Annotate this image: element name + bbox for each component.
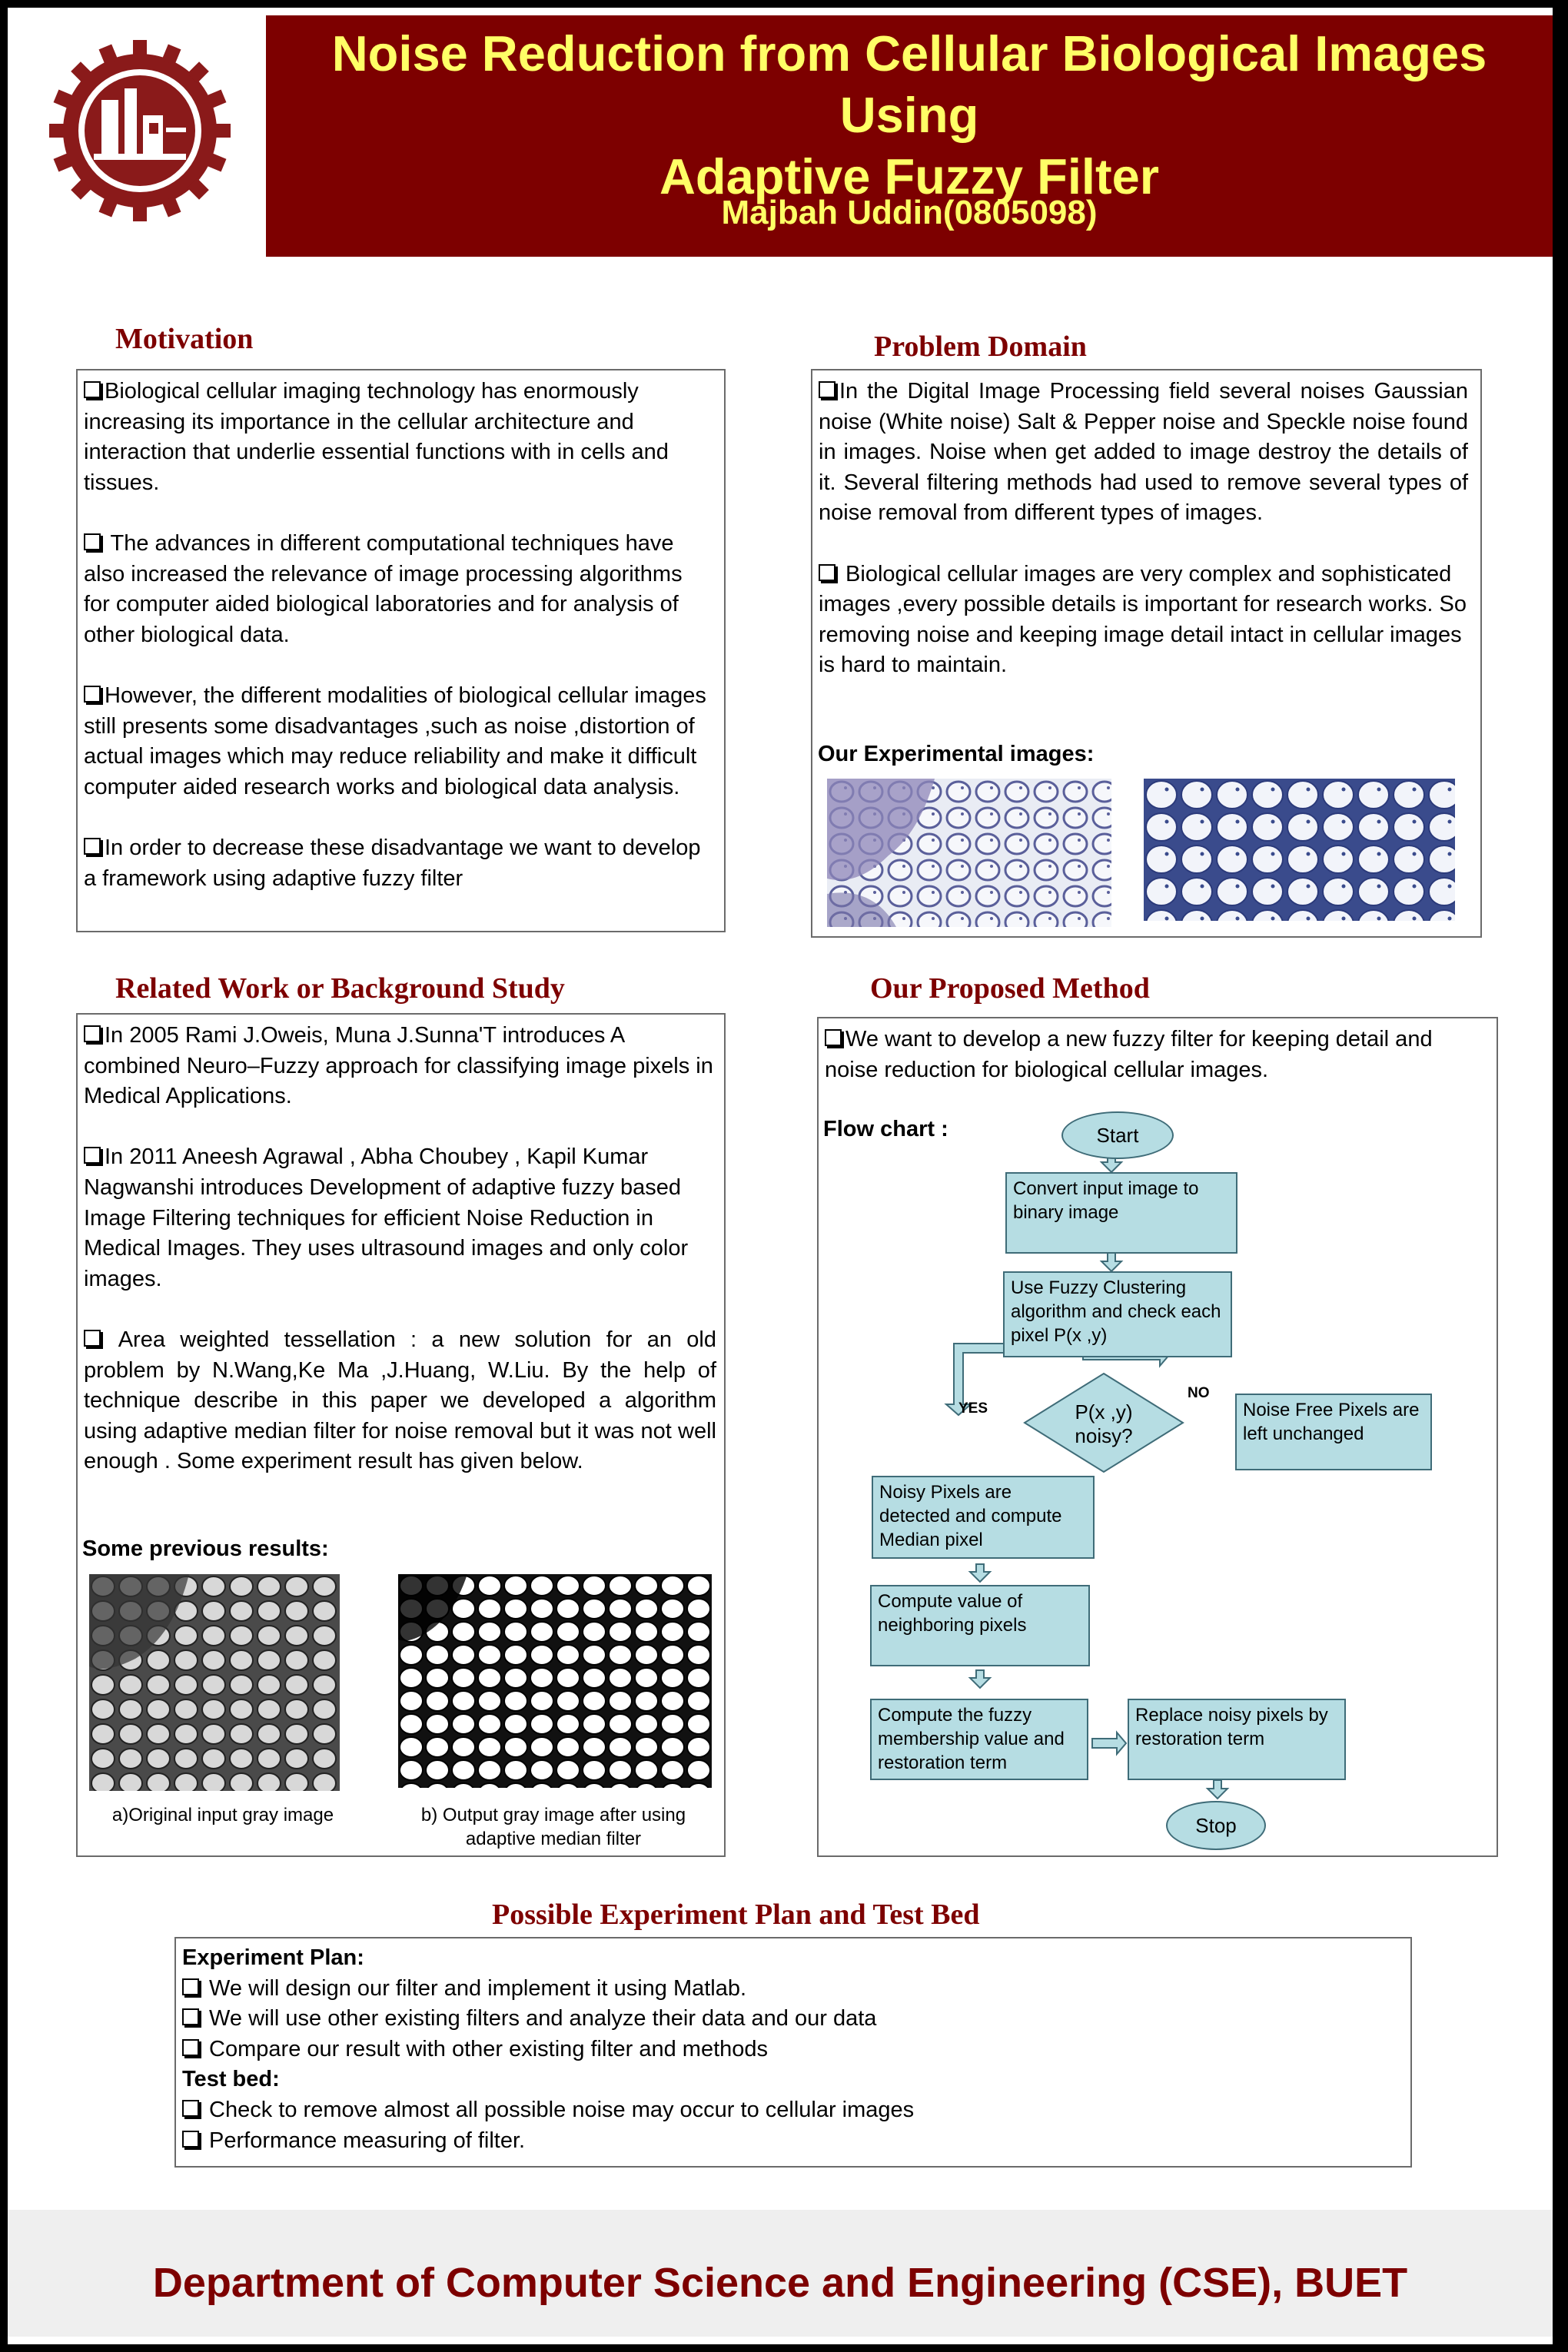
flow-chart-label: Flow chart : — [823, 1117, 948, 1141]
checkbox-bullet-icon — [182, 2039, 199, 2056]
motivation-box — [76, 369, 726, 932]
caption-output: b) Output gray image after using adaptive median filter — [420, 1805, 686, 1849]
plan-heading: Possible Experiment Plan and Test Bed — [492, 1899, 980, 1931]
plan-title: Experiment Plan: — [182, 1945, 364, 1970]
checkbox-bullet-icon — [182, 1978, 199, 1995]
proposed-heading: Our Proposed Method — [870, 972, 1150, 1005]
poster-title — [266, 23, 1553, 208]
plan-item: Compare our result with other existing filter and methods — [182, 2035, 1404, 2065]
testbed-title: Test bed: — [182, 2067, 280, 2092]
testbed-item: Check to remove almost all possible noise may occur to cellular images — [182, 2095, 1404, 2126]
problem-paragraph: Biological cellular images are very complex and sophisticated images ,every possible details is important for research works. So removing noise and keeping image detail intact in cellular images is hard to maintain. — [819, 561, 1467, 678]
author-name: Majbah Uddin(0805098) — [721, 194, 1098, 231]
caption-original: a)Original input gray image — [111, 1805, 334, 1825]
plan-box — [174, 1937, 1412, 2168]
checkbox-bullet-icon — [819, 564, 835, 581]
motivation-heading: Motivation — [115, 323, 254, 355]
checkbox-bullet-icon — [84, 533, 101, 550]
plan-item: We will design our filter and implement it using Matlab. — [182, 1974, 1404, 2005]
related-paragraph: In 2011 Aneesh Agrawal , Abha Choubey , Kapil Kumar Nagwanshi introduces Development of adaptive fuzzy based Image Filtering techniques for efficient Noise Reduction in Medical Images. They uses ultrasound images and only color images. — [84, 1144, 689, 1291]
flow-stop-node: Stop — [1166, 1801, 1266, 1850]
checkbox-bullet-icon — [84, 381, 101, 398]
department-name: Department of Computer Science and Engineering (CSE), BUET — [152, 2260, 1408, 2306]
checkbox-bullet-icon — [84, 1330, 101, 1347]
motivation-paragraph: Biological cellular imaging technology has enormously increasing its importance in the cellular architecture and interaction that underlie essential functions with in cells and tissues. — [84, 379, 669, 495]
flow-no-label: NO — [1188, 1385, 1210, 1401]
flow-decision-text: P(x ,y) noisy? — [1075, 1400, 1133, 1447]
related-paragraph: Area weighted tessellation : a new solution for an old problem by N.Wang,Ke Ma ,J.Huang, W.Liu. By the help of technique describe in this paper we developed a algorithm using adaptive median filter for noise removal but it was not well enough . Some experiment result has given below. — [84, 1327, 716, 1474]
university-logo — [8, 8, 260, 261]
problem-heading: Problem Domain — [874, 331, 1087, 363]
previous-results-label: Some previous results: — [82, 1536, 329, 1561]
plan-item: We will use other existing filters and analyze their data and our data — [182, 2004, 1404, 2035]
flow-step-convert: Convert input image to binary image — [1005, 1172, 1237, 1254]
flow-start-node: Start — [1061, 1111, 1174, 1159]
flow-step-membership: Compute the fuzzy membership value and restoration term — [870, 1699, 1088, 1780]
flow-step-fuzzy-clustering: Use Fuzzy Clustering algorithm and check each pixel P(x ,y) — [1003, 1271, 1232, 1357]
experimental-image-2 — [1144, 779, 1455, 921]
flow-step-replace: Replace noisy pixels by restoration term — [1128, 1699, 1346, 1780]
checkbox-bullet-icon — [84, 1025, 101, 1042]
related-heading: Related Work or Background Study — [115, 972, 565, 1005]
original-gray-image — [89, 1574, 340, 1791]
motivation-paragraph: However, the different modalities of biological cellular images still presents some disadvantages ,such as noise ,distortion of actual images which may reduce reliability and make it difficult computer aided research works and biological data analysis. — [84, 683, 706, 799]
checkbox-bullet-icon — [819, 381, 835, 398]
checkbox-bullet-icon — [84, 838, 101, 855]
title-line-1: Noise Reduction from Cellular Biological Images — [331, 25, 1487, 81]
title-line-2: Using — [839, 87, 979, 143]
title-line-3: Adaptive Fuzzy Filter — [659, 148, 1160, 204]
flow-yes-label: YES — [958, 1400, 988, 1417]
checkbox-bullet-icon — [182, 2131, 199, 2148]
filtered-output-image — [398, 1574, 712, 1788]
experimental-images-label: Our Experimental images: — [818, 742, 1095, 766]
checkbox-bullet-icon — [84, 1147, 101, 1164]
proposed-intro: We want to develop a new fuzzy filter for keeping detail and noise reduction for biological cellular images. — [825, 1027, 1433, 1082]
flow-noise-free-pixels: Noise Free Pixels are left unchanged — [1235, 1394, 1432, 1470]
testbed-item: Performance measuring of filter. — [182, 2126, 1404, 2157]
motivation-paragraph: In order to decrease these disadvantage we want to develop a framework using adaptive fuzzy filter — [84, 835, 701, 891]
related-paragraph: In 2005 Rami J.Oweis, Muna J.Sunna'T introduces A combined Neuro–Fuzzy approach for classifying image pixels in Medical Applications. — [84, 1023, 713, 1109]
flow-step-detect-noisy: Noisy Pixels are detected and compute Median pixel — [872, 1476, 1095, 1559]
logo-area — [8, 8, 260, 261]
checkbox-bullet-icon — [182, 2008, 199, 2025]
motivation-paragraph: The advances in different computational techniques have also increased the relevance of image processing algorithms for computer aided biological laboratories and for analysis of other biological data. — [84, 530, 683, 647]
experimental-image-1 — [827, 779, 1111, 927]
checkbox-bullet-icon — [182, 2100, 199, 2117]
problem-paragraph: In the Digital Image Processing field several noises Gaussian noise (White noise) Salt & Pepper noise and Speckle noise found in images. Noise when get added to image destroy the details of it. Several filtering methods had used to remove several types of noise removal from different types of images. — [819, 379, 1468, 526]
checkbox-bullet-icon — [84, 686, 101, 703]
flow-step-neighboring: Compute value of neighboring pixels — [870, 1585, 1090, 1666]
